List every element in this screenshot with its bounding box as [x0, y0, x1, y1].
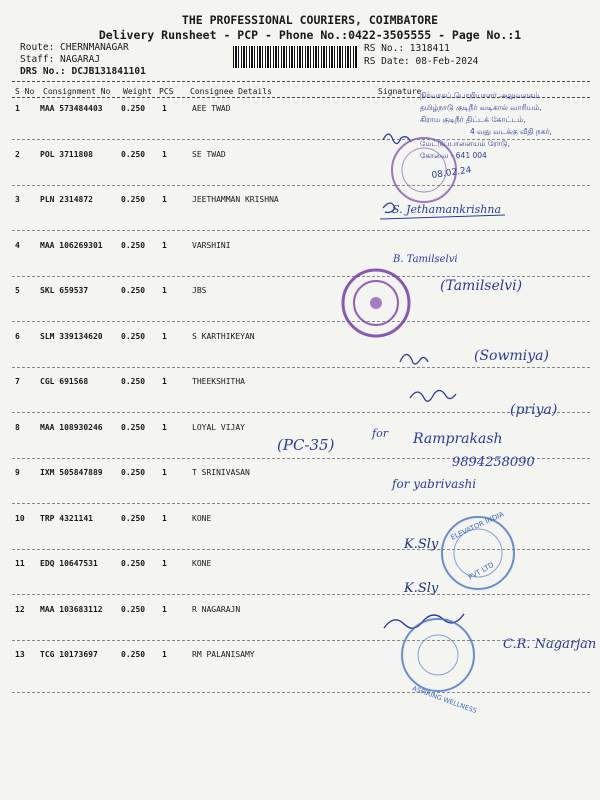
col-header-signature: Signature — [378, 87, 422, 96]
col-header-consignment: Consignment No — [43, 87, 111, 96]
sig8-phone: 9894258090 — [452, 455, 535, 470]
row-consignee: KONE — [192, 559, 212, 568]
row-sno: 11 — [15, 559, 25, 568]
row-sno: 1 — [15, 104, 20, 113]
row-sno: 12 — [15, 605, 25, 614]
row-consignment: POL 3711808 — [40, 150, 93, 159]
svg-text:PVT LTD: PVT LTD — [467, 560, 496, 582]
sig9-text: for yabrivashi — [392, 477, 477, 491]
row-weight: 0.250 — [121, 195, 146, 204]
row-consignment: EDQ 10647531 — [40, 559, 98, 568]
office-stamp-line1: நிர்வாகப் பொறியாளர் அலுவலகம் — [420, 91, 540, 100]
row-consignment: MAA 103683112 — [40, 605, 103, 614]
row-sno: 8 — [15, 423, 20, 432]
row-consignment: IXM 505847889 — [40, 468, 103, 477]
sig6-text: (Sowmiya) — [474, 348, 549, 364]
office-stamp-line2: தமிழ்நாடு குடிநீர் வடிகால் வாரியம், — [420, 103, 542, 112]
row-consignment: MAA 108930246 — [40, 423, 103, 432]
row-weight: 0.250 — [121, 423, 146, 432]
sig4-line2: (Tamilselvi) — [440, 278, 523, 294]
row-consignee: LOYAL VIJAY — [192, 423, 245, 432]
row-weight: 0.250 — [121, 150, 146, 159]
sig12-text: C.R. Nagarjan — [503, 637, 597, 652]
row-pcs: 1 — [162, 559, 167, 568]
row-consignment: CGL 691568 — [40, 377, 89, 386]
row-sno: 10 — [15, 514, 25, 523]
row-consignee: SE TWAD — [192, 150, 226, 159]
row-pcs: 1 — [162, 650, 167, 659]
round-stamp-kone — [442, 510, 514, 589]
row-sno: 3 — [15, 195, 20, 204]
row-consignee: KONE — [192, 514, 212, 523]
row-weight: 0.250 — [121, 241, 146, 250]
row-consignee: T SRINIVASAN — [192, 468, 250, 477]
row-consignment: MAA 573484403 — [40, 104, 103, 113]
row-consignment: SLM 339134620 — [40, 332, 103, 341]
row-consignee: AEE TWAD — [192, 104, 231, 113]
svg-text:08.02.24: 08.02.24 — [431, 165, 473, 181]
row-sno: 6 — [15, 332, 20, 341]
row-pcs: 1 — [162, 150, 167, 159]
row-weight: 0.250 — [121, 650, 146, 659]
route-label: Route: CHERNMANAGAR — [20, 42, 129, 53]
row-consignee: JEETHAMMAN KRISHNA — [192, 195, 279, 204]
row-weight: 0.250 — [121, 104, 146, 113]
runsheet-title: Delivery Runsheet - PCP - Phone No.:0422-3505555 - Page No.:1 — [98, 28, 522, 42]
row-consignee: THEEKSHITHA — [192, 377, 245, 386]
office-stamp-line4: 4 வது வடக்கு வீதி நகர், — [470, 127, 552, 136]
round-stamp-hospital — [402, 619, 478, 715]
row-weight: 0.250 — [121, 559, 146, 568]
office-stamp-line5: மேட்டுப்பாளையம் ரோடு, — [420, 139, 511, 148]
row-pcs: 1 — [162, 605, 167, 614]
sig11-text: K.Sly — [404, 581, 439, 596]
sig10-text: K.Sly — [404, 537, 439, 552]
row-consignment: MAA 106269301 — [40, 241, 103, 250]
svg-text:ASPIRING WELLNESS: ASPIRING WELLNESS — [411, 684, 478, 716]
col-header-consignee: Consignee Details — [190, 87, 272, 96]
row-sno: 5 — [15, 286, 20, 295]
row-sno: 13 — [15, 650, 25, 659]
row-consignment: SKL 659537 — [40, 286, 89, 295]
sig7-scribble — [410, 390, 456, 401]
sig8-for: for — [372, 427, 388, 440]
sig7-text: (priya) — [510, 402, 558, 418]
row-consignee: JBS — [192, 286, 207, 295]
row-consignee: S KARTHIKEYAN — [192, 332, 255, 341]
sig8-code: (PC-35) — [277, 436, 335, 454]
row-weight: 0.250 — [121, 377, 146, 386]
row-weight: 0.250 — [121, 286, 146, 295]
row-pcs: 1 — [162, 468, 167, 477]
row-pcs: 1 — [162, 195, 167, 204]
row-sno: 7 — [15, 377, 20, 386]
row-sno: 4 — [15, 241, 20, 250]
row-weight: 0.250 — [121, 514, 146, 523]
col-header-weight: Weight — [123, 87, 152, 96]
row-consignee: RM PALANISAMY — [192, 650, 255, 659]
row-pcs: 1 — [162, 514, 167, 523]
svg-text:ELEVATOR INDIA: ELEVATOR INDIA — [449, 510, 506, 542]
row-pcs: 1 — [162, 423, 167, 432]
rs-date: RS Date: 08-Feb-2024 — [364, 56, 479, 67]
row-sno: 9 — [15, 468, 20, 477]
company-title: THE PROFESSIONAL COURIERS, COIMBATORE — [181, 13, 439, 27]
row-consignment: PLN 2314872 — [40, 195, 93, 204]
round-stamp-jbs — [343, 270, 409, 336]
row-pcs: 1 — [162, 332, 167, 341]
sig6-scribble — [400, 354, 428, 364]
sig4-line1: B. Tamilselvi — [393, 254, 458, 265]
row-weight: 0.250 — [121, 468, 146, 477]
col-header-pcs: PCS — [159, 87, 174, 96]
row-consignee: R NAGARAJN — [192, 605, 241, 614]
rs-number: RS No.: 1318411 — [364, 43, 450, 54]
row-pcs: 1 — [162, 104, 167, 113]
office-stamp-line3: கிராம குடிநீர் திட்டக் கோட்டம், — [420, 115, 526, 124]
col-header-sno: S No — [15, 87, 35, 96]
row-consignment: TCG 10173697 — [40, 650, 98, 659]
row-pcs: 1 — [162, 241, 167, 250]
row-consignment: TRP 4321141 — [40, 514, 93, 523]
sig3-text: S. Jethamankrishna — [392, 203, 502, 216]
drs-number: DRS No.: DCJB131841101 — [20, 66, 146, 77]
row-weight: 0.250 — [121, 332, 146, 341]
staff-label: Staff: NAGARAJ — [20, 54, 101, 65]
sig8-name: Ramprakash — [413, 431, 503, 447]
row-pcs: 1 — [162, 286, 167, 295]
row-sno: 2 — [15, 150, 20, 159]
row-weight: 0.250 — [121, 605, 146, 614]
office-stamp-line6: கோவை - 641 004 — [420, 151, 487, 160]
row-consignee: VARSHINI — [192, 241, 231, 250]
row-pcs: 1 — [162, 377, 167, 386]
